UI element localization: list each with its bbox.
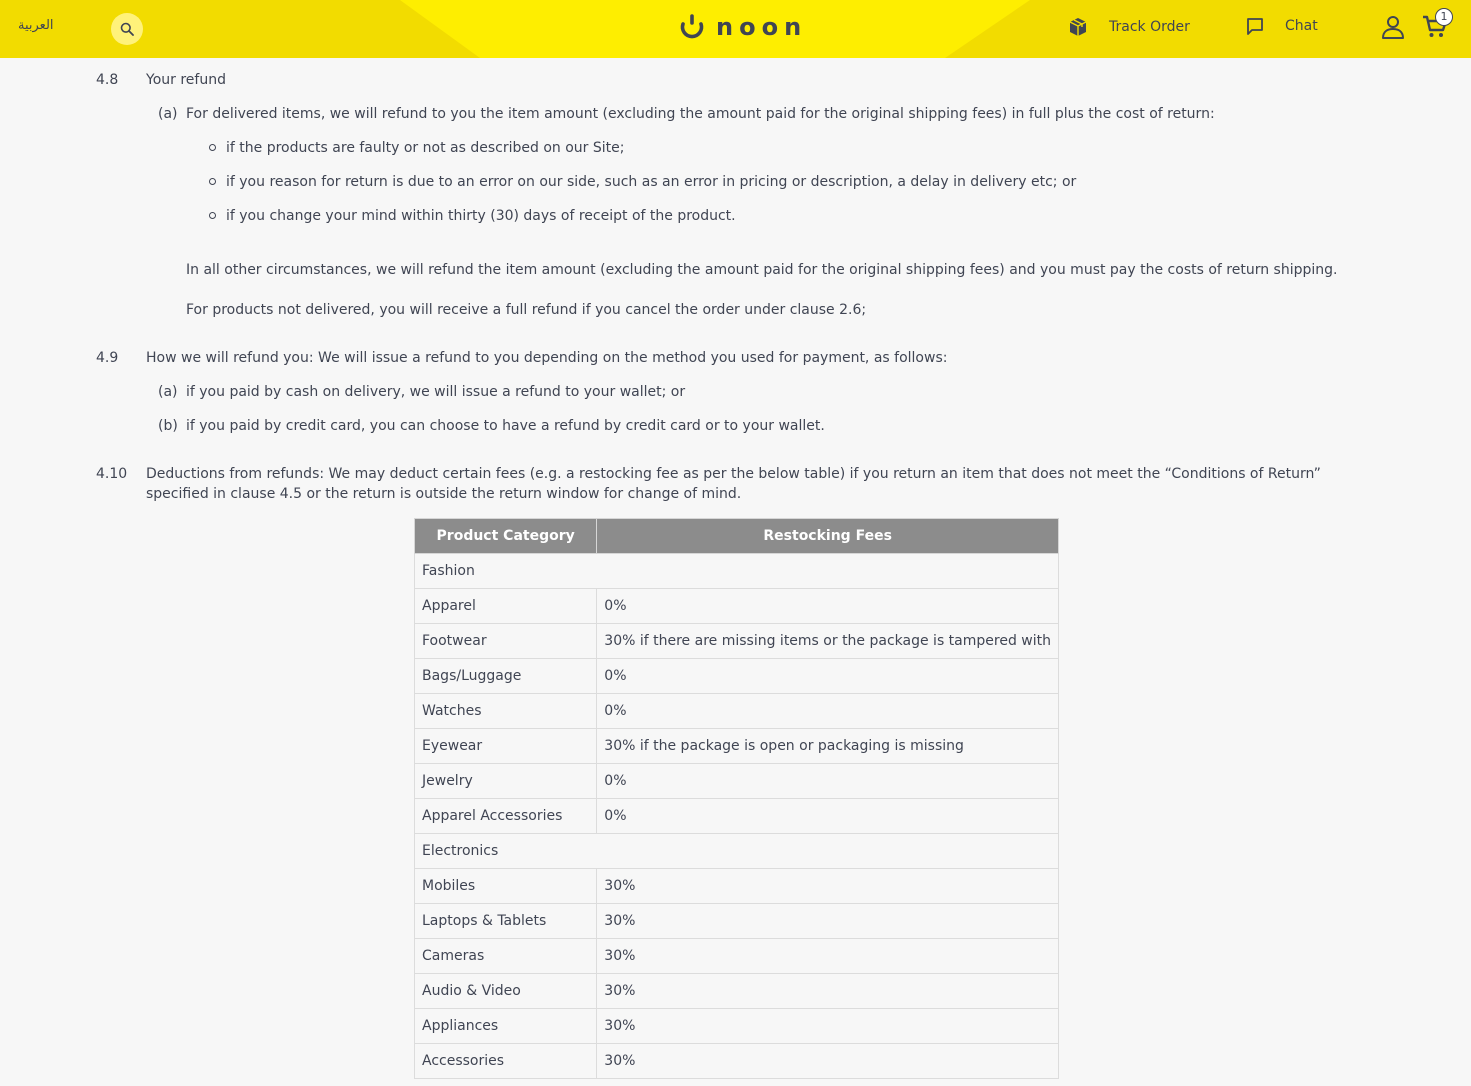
category-cell: Eyewear	[415, 729, 597, 764]
table-body	[415, 554, 1059, 1079]
category-cell: Laptops & Tablets	[415, 904, 597, 939]
table-row	[415, 764, 1059, 799]
table-row	[415, 659, 1059, 694]
table-row	[415, 904, 1059, 939]
category-cell: Mobiles	[415, 869, 597, 904]
table-row	[415, 799, 1059, 834]
fee-cell: 30%	[597, 1044, 1059, 1079]
category-group-cell: Fashion	[415, 554, 1059, 589]
bullet-text: if the products are faulty or not as described on our Site;	[226, 140, 625, 156]
category-cell: Appliances	[415, 1009, 597, 1044]
clause-text: How we will refund you: We will issue a refund to you depending on the method you used for payment, as follows:	[146, 350, 948, 366]
table-row	[415, 624, 1059, 659]
column-header-category: Product Category	[415, 519, 597, 554]
logo-text: noon	[716, 13, 808, 41]
fee-cell: 30% if there are missing items or the package is tampered with	[597, 624, 1059, 659]
clause-title: Your refund	[146, 72, 226, 88]
paragraph-text: For products not delivered, you will receive a full refund if you cancel the order under clause 2.6;	[186, 302, 867, 318]
bullet-icon	[209, 212, 216, 219]
bullet-text: if you reason for return is due to an error on our side, such as an error in pricing or description, a delay in delivery etc; or	[226, 174, 1077, 190]
table-row	[415, 1044, 1059, 1079]
category-cell: Footwear	[415, 624, 597, 659]
fee-cell: 0%	[597, 799, 1059, 834]
paragraph-text: In all other circumstances, we will refund the item amount (excluding the amount paid for the original shipping fees) and you must pay the costs of return shipping.	[186, 262, 1338, 278]
logo-mark-icon	[678, 12, 706, 42]
category-cell: Jewelry	[415, 764, 597, 799]
chat-icon	[1245, 16, 1265, 36]
chat-label: Chat	[1285, 18, 1318, 34]
track-order-link[interactable]	[1067, 16, 1190, 38]
noon-logo[interactable]	[678, 12, 807, 42]
fee-cell: 0%	[597, 694, 1059, 729]
category-cell: Apparel Accessories	[415, 799, 597, 834]
site-header	[0, 0, 1471, 58]
clause-number: 4.9	[96, 350, 119, 366]
table-header-row	[415, 519, 1059, 554]
category-group-cell: Electronics	[415, 834, 1059, 869]
fee-cell: 30%	[597, 1009, 1059, 1044]
table-row	[415, 1009, 1059, 1044]
column-header-fees: Restocking Fees	[597, 519, 1059, 554]
subclause-label: (b)	[158, 418, 178, 434]
bullet-text: if you change your mind within thirty (30) days of receipt of the product.	[226, 208, 736, 224]
fee-cell: 0%	[597, 589, 1059, 624]
bullet-icon	[209, 178, 216, 185]
search-button[interactable]	[111, 13, 143, 45]
fee-cell: 30%	[597, 939, 1059, 974]
track-order-label: Track Order	[1109, 19, 1190, 35]
fee-cell: 30%	[597, 974, 1059, 1009]
clause-number: 4.8	[96, 72, 119, 88]
table-row	[415, 694, 1059, 729]
clause-text: Deductions from refunds: We may deduct certain fees (e.g. a restocking fee as per the below table) if you return an item that does not meet the “Conditions of Return” specified in clause 4.5 or the return is outside the return window for change of mind.	[146, 466, 1321, 502]
subclause-label: (a)	[158, 384, 178, 400]
category-cell: Apparel	[415, 589, 597, 624]
category-cell: Cameras	[415, 939, 597, 974]
table-row	[415, 974, 1059, 1009]
table-group-row	[415, 554, 1059, 589]
account-button[interactable]	[1380, 14, 1406, 44]
table-row	[415, 729, 1059, 764]
subclause-text: For delivered items, we will refund to you the item amount (excluding the amount paid for the original shipping fees) in full plus the cost of return:	[186, 106, 1215, 122]
subclause-label: (a)	[158, 106, 178, 122]
table-row	[415, 869, 1059, 904]
table-row	[415, 939, 1059, 974]
table-group-row	[415, 834, 1059, 869]
language-switch[interactable]: العربية	[18, 18, 54, 33]
category-cell: Audio & Video	[415, 974, 597, 1009]
search-icon	[120, 22, 134, 36]
category-cell: Bags/Luggage	[415, 659, 597, 694]
restocking-fees-table	[414, 518, 1059, 1079]
fee-cell: 30% if the package is open or packaging is missing	[597, 729, 1059, 764]
subclause-text: if you paid by credit card, you can choose to have a refund by credit card or to your wallet.	[186, 418, 825, 434]
bullet-icon	[209, 144, 216, 151]
table-row	[415, 589, 1059, 624]
category-cell: Accessories	[415, 1044, 597, 1079]
fee-cell: 0%	[597, 659, 1059, 694]
fee-cell: 30%	[597, 869, 1059, 904]
clause-number: 4.10	[96, 466, 128, 482]
fee-cell: 0%	[597, 764, 1059, 799]
subclause-text: if you paid by cash on delivery, we will issue a refund to your wallet; or	[186, 384, 686, 400]
package-icon	[1067, 16, 1089, 38]
user-icon	[1380, 14, 1406, 40]
fee-cell: 30%	[597, 904, 1059, 939]
category-cell: Watches	[415, 694, 597, 729]
cart-count-badge: 1	[1435, 8, 1453, 26]
chat-link[interactable]	[1245, 16, 1318, 36]
